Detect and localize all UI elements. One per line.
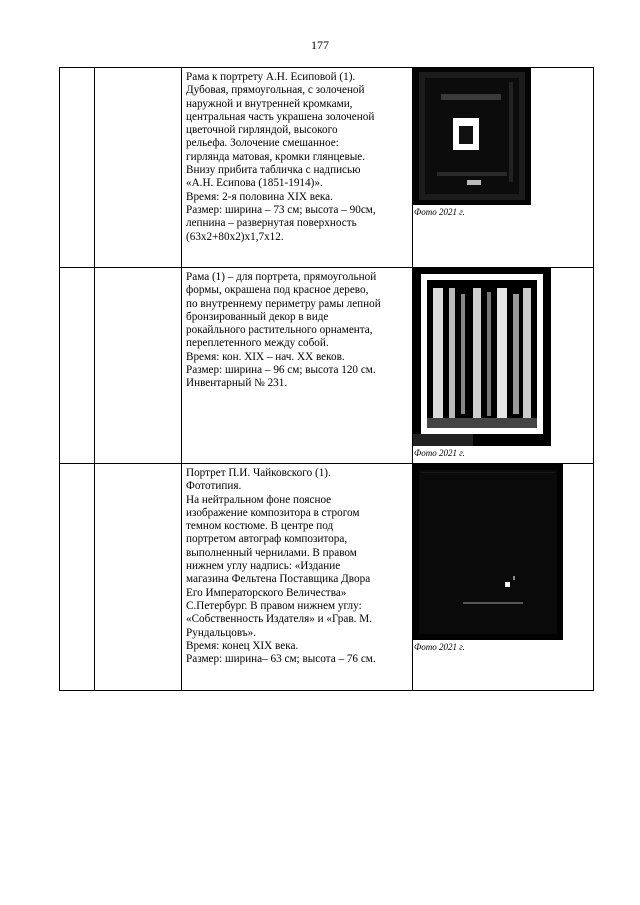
photo-portrait-tchaikovsky (413, 464, 563, 640)
description-line: гирлянда матовая, кромки глянцевые. (186, 150, 366, 163)
description-line: изображение композитора в строгом (186, 506, 360, 519)
description-line: «А.Н. Есипова (1851-1914)». (186, 177, 323, 190)
description-line: (63х2+80х2)х1,7х12. (186, 230, 284, 243)
photo-caption: Фото 2021 г. (414, 448, 465, 458)
description-line: На нейтральном фоне поясное (186, 493, 332, 506)
photo-frame-esipova (413, 68, 531, 205)
photo-caption: Фото 2021 г. (414, 207, 465, 217)
description-line: Время: кон. XIX – нач. XX веков. (186, 350, 345, 363)
number-cell (60, 464, 95, 691)
photo-cell (413, 68, 594, 268)
description-line: Размер: ширина – 96 см; высота 120 см. (186, 364, 376, 377)
description-line: формы, окрашена под красное дерево, (186, 284, 369, 297)
description-line: Рундальцовъ». (186, 626, 257, 639)
description-cell (182, 268, 413, 464)
description-line: выполненный чернилами. В правом (186, 546, 357, 559)
photo-cell (413, 268, 594, 464)
description-cell (182, 68, 413, 268)
description-line: портретом автограф композитора, (186, 533, 348, 546)
description-line: Инвентарный № 231. (186, 377, 288, 390)
name-cell (95, 68, 182, 268)
name-cell (95, 268, 182, 464)
table-row (60, 464, 594, 691)
description-line: Время: 2-я половина XIX века. (186, 190, 333, 203)
description-line: нижнем углу надпись: «Издание (186, 560, 341, 573)
description-line: С.Петербург. В правом нижнем углу: (186, 599, 362, 612)
name-cell (95, 464, 182, 691)
photo-cell (413, 464, 594, 691)
description-line: переплетенного между собой. (186, 337, 329, 350)
description-line: Рама (1) – для портрета, прямоугольной (186, 271, 377, 283)
description-line: Дубовая, прямоугольная, с золоченой (186, 84, 365, 97)
description-line: Портрет П.И. Чайковского (1). (186, 467, 331, 479)
description-line: по внутреннему периметру рамы лепной (186, 297, 381, 310)
description-line: Размер: ширина– 63 см; высота – 76 см. (186, 653, 376, 666)
photo-caption: Фото 2021 г. (414, 642, 465, 652)
description-line: рокайльного растительного орнамента, (186, 324, 373, 337)
number-cell (60, 68, 95, 268)
description-line: цветочной гирляндой, высокого (186, 124, 338, 137)
number-cell (60, 268, 95, 464)
photo-frame-red (413, 268, 551, 446)
description-line: магазина Фельтена Поставщика Двора (186, 573, 371, 586)
description-line: бронзированный декор в виде (186, 310, 329, 323)
description-line: темном костюме. В центре под (186, 520, 334, 533)
description-text (182, 464, 412, 668)
description-line: центральная часть украшена золоченой (186, 110, 375, 123)
description-line: Размер: ширина – 73 см; высота – 90см, (186, 203, 376, 216)
description-line: Фототипия. (186, 480, 242, 493)
page-number: 177 (311, 38, 329, 52)
inventory-table (59, 67, 594, 691)
description-cell (182, 464, 413, 691)
description-text (182, 268, 412, 393)
description-line: Время: конец XIX века. (186, 639, 299, 652)
description-line: наружной и внутренней кромками, (186, 97, 353, 110)
table-row (60, 68, 594, 268)
description-line: лепнина – развернутая поверхность (186, 217, 357, 230)
photo-image (413, 268, 551, 446)
description-line: Внизу прибита табличка с надписью (186, 164, 361, 177)
description-line: «Собственность Издателя» и «Грав. М. (186, 613, 372, 626)
description-line: рельефа. Золочение смешанное: (186, 137, 339, 150)
description-line: Рама к портрету А.Н. Есиповой (1). (186, 71, 356, 83)
photo-image (413, 464, 563, 640)
description-line: Его Императорского Величества» (186, 586, 347, 599)
table-row (60, 268, 594, 464)
photo-image (413, 68, 531, 205)
description-text (182, 68, 412, 246)
